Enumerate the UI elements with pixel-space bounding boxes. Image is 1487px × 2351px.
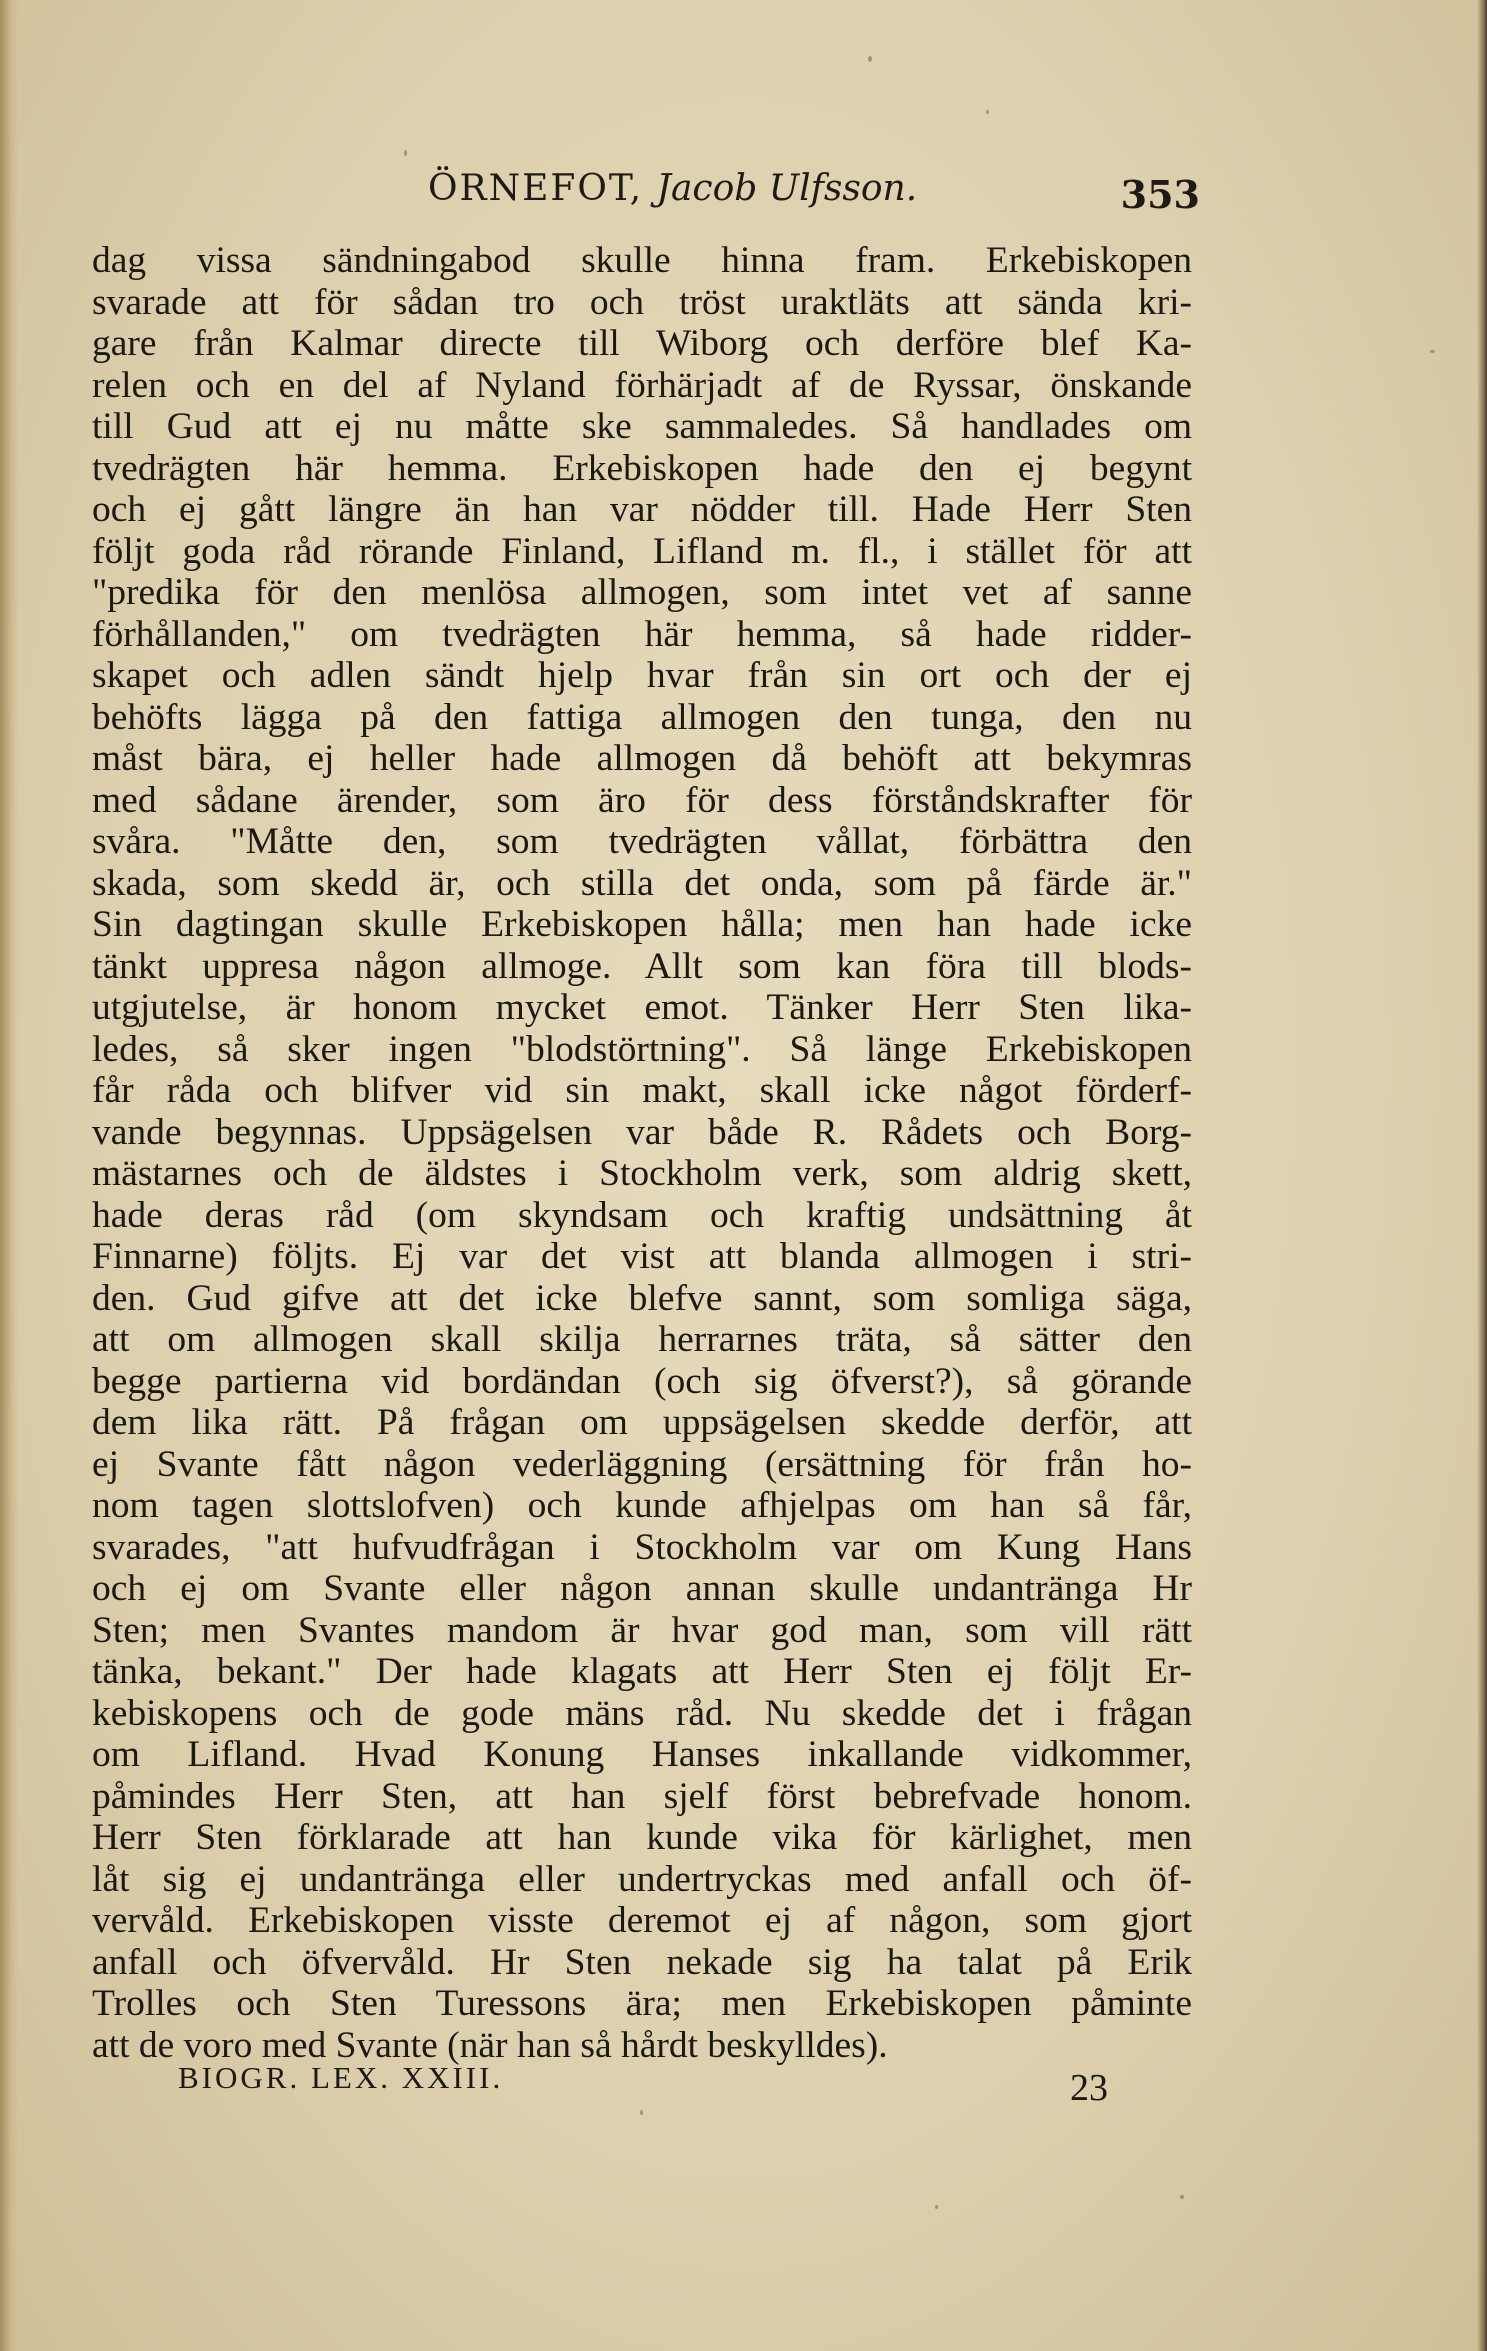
paper-speck	[1430, 350, 1435, 353]
text-line: ej Svante fått någon vederläggning (ersättning för från ho-	[92, 1443, 1192, 1485]
text-line: med sådane ärender, som äro för dess förståndskrafter för	[92, 779, 1192, 821]
text-line: Sin dagtingan skulle Erkebiskopen hålla; men han hade icke	[92, 904, 1192, 945]
text-line: tvedrägten här hemma. Erkebiskopen hade den ej begynt	[92, 447, 1192, 489]
text-line: kebiskopens och de gode mäns råd. Nu skedde det i frågan	[92, 1692, 1192, 1734]
paper-speck	[986, 110, 989, 114]
text-line: relen och en del af Nyland förhärjadt af de Ryssar, önskande	[92, 364, 1192, 406]
text-line: ledes, så sker ingen "blodstörtning". Så länge Erkebiskopen	[92, 1028, 1192, 1070]
text-line: och ej gått längre än han var nödder till. Hade Herr Sten	[92, 489, 1192, 530]
text-line: Sten; men Svantes mandom är hvar god man, som vill rätt	[92, 1609, 1192, 1651]
text-line: till Gud att ej nu måtte ske sammaledes. Så handlades om	[92, 406, 1192, 447]
text-line: svåra. "Måtte den, som tvedrägten vållat, förbättra den	[92, 821, 1192, 862]
paper-speck	[868, 56, 872, 62]
text-line: begge partierna vid bordändan (och sig öfverst?), så görande	[92, 1360, 1192, 1402]
running-head-name: ÖRNEFOT,	[428, 168, 644, 209]
text-line: svarade att för sådan tro och tröst uraktläts att sända kri-	[92, 281, 1192, 323]
text-line: att de voro med Svante (när han så hårdt beskylldes).	[92, 2024, 888, 2066]
text-line: Herr Sten förklarade att han kunde vika för kärlighet, men	[92, 1817, 1192, 1858]
text-line: måst bära, ej heller hade allmogen då behöft att bekymras	[92, 738, 1192, 779]
text-line: utgjutelse, är honom mycket emot. Tänker Herr Sten lika-	[92, 987, 1192, 1028]
page-header	[420, 168, 1200, 224]
text-line: låt sig ej undantränga eller undertryckas med anfall och öf-	[92, 1858, 1192, 1900]
sheet-number: 23	[1070, 2067, 1108, 2109]
text-line: tänkt uppresa någon allmoge. Allt som kan föra till blods-	[92, 945, 1192, 987]
text-line: att om allmogen skall skilja herrarnes träta, så sätter den	[92, 1319, 1192, 1360]
paper-speck	[640, 2110, 643, 2115]
printer-signature: BIOGR. LEX. XXIII.	[178, 2060, 504, 2095]
page-gutter-shadow	[0, 0, 18, 2351]
text-line: vande begynnas. Uppsägelsen var både R. Rådets och Borg-	[92, 1111, 1192, 1153]
text-line: skapet och adlen sändt hjelp hvar från sin ort och der ej	[92, 655, 1192, 696]
body-text	[92, 240, 1192, 2066]
paper-speck	[935, 2205, 938, 2209]
text-line: Trolles och Sten Turessons ära; men Erkebiskopen påminte	[92, 1983, 1192, 2024]
text-line: förhållanden," om tvedrägten här hemma, så hade ridder-	[92, 613, 1192, 655]
text-line: mästarnes och de äldstes i Stockholm verk, som aldrig skett,	[92, 1153, 1192, 1194]
text-line: tänka, bekant." Der hade klagats att Herr Sten ej följt Er-	[92, 1651, 1192, 1692]
text-line: skada, som skedd är, och stilla det onda, som på färde är."	[92, 862, 1192, 904]
text-line: om Lifland. Hvad Konung Hanses inkallande vidkommer,	[92, 1734, 1192, 1775]
page-footer	[178, 2060, 1108, 2110]
paper-speck	[1180, 2195, 1184, 2199]
running-head-italic: Jacob Ulfsson.	[656, 168, 918, 209]
text-line: hade deras råd (om skyndsam och kraftig undsättning åt	[92, 1194, 1192, 1236]
text-line: dag vissa sändningabod skulle hinna fram. Erkebiskopen	[92, 240, 1192, 281]
text-line: och ej om Svante eller någon annan skulle undantränga Hr	[92, 1568, 1192, 1609]
text-line: svarades, "att hufvudfrågan i Stockholm var om Kung Hans	[92, 1526, 1192, 1568]
text-line: vervåld. Erkebiskopen visste deremot ej af någon, som gjort	[92, 1900, 1192, 1941]
text-line: dem lika rätt. På frågan om uppsägelsen skedde derför, att	[92, 1402, 1192, 1443]
text-line: Finnarne) följts. Ej var det vist att blanda allmogen i stri-	[92, 1236, 1192, 1277]
running-head	[428, 168, 917, 209]
text-line: påmindes Herr Sten, att han sjelf först bebrefvade honom.	[92, 1775, 1192, 1817]
paper-speck	[404, 150, 407, 156]
page-number: 353	[1120, 172, 1200, 217]
text-line: nom tagen slottslofven) och kunde afhjelpas om han så får,	[92, 1485, 1192, 1526]
page-edge-shadow	[1477, 0, 1487, 2351]
text-line: får råda och blifver vid sin makt, skall icke något förderf-	[92, 1070, 1192, 1111]
text-line: den. Gud gifve att det icke blefve sannt, som somliga säga,	[92, 1277, 1192, 1319]
text-line: behöfts lägga på den fattiga allmogen den tunga, den nu	[92, 696, 1192, 738]
text-line: gare från Kalmar directe till Wiborg och derföre blef Ka-	[92, 323, 1192, 364]
text-line: följt goda råd rörande Finland, Lifland m. fl., i stället för att	[92, 530, 1192, 572]
text-line: anfall och öfvervåld. Hr Sten nekade sig ha talat på Erik	[92, 1941, 1192, 1983]
text-line: "predika för den menlösa allmogen, som intet vet af sanne	[92, 572, 1192, 613]
